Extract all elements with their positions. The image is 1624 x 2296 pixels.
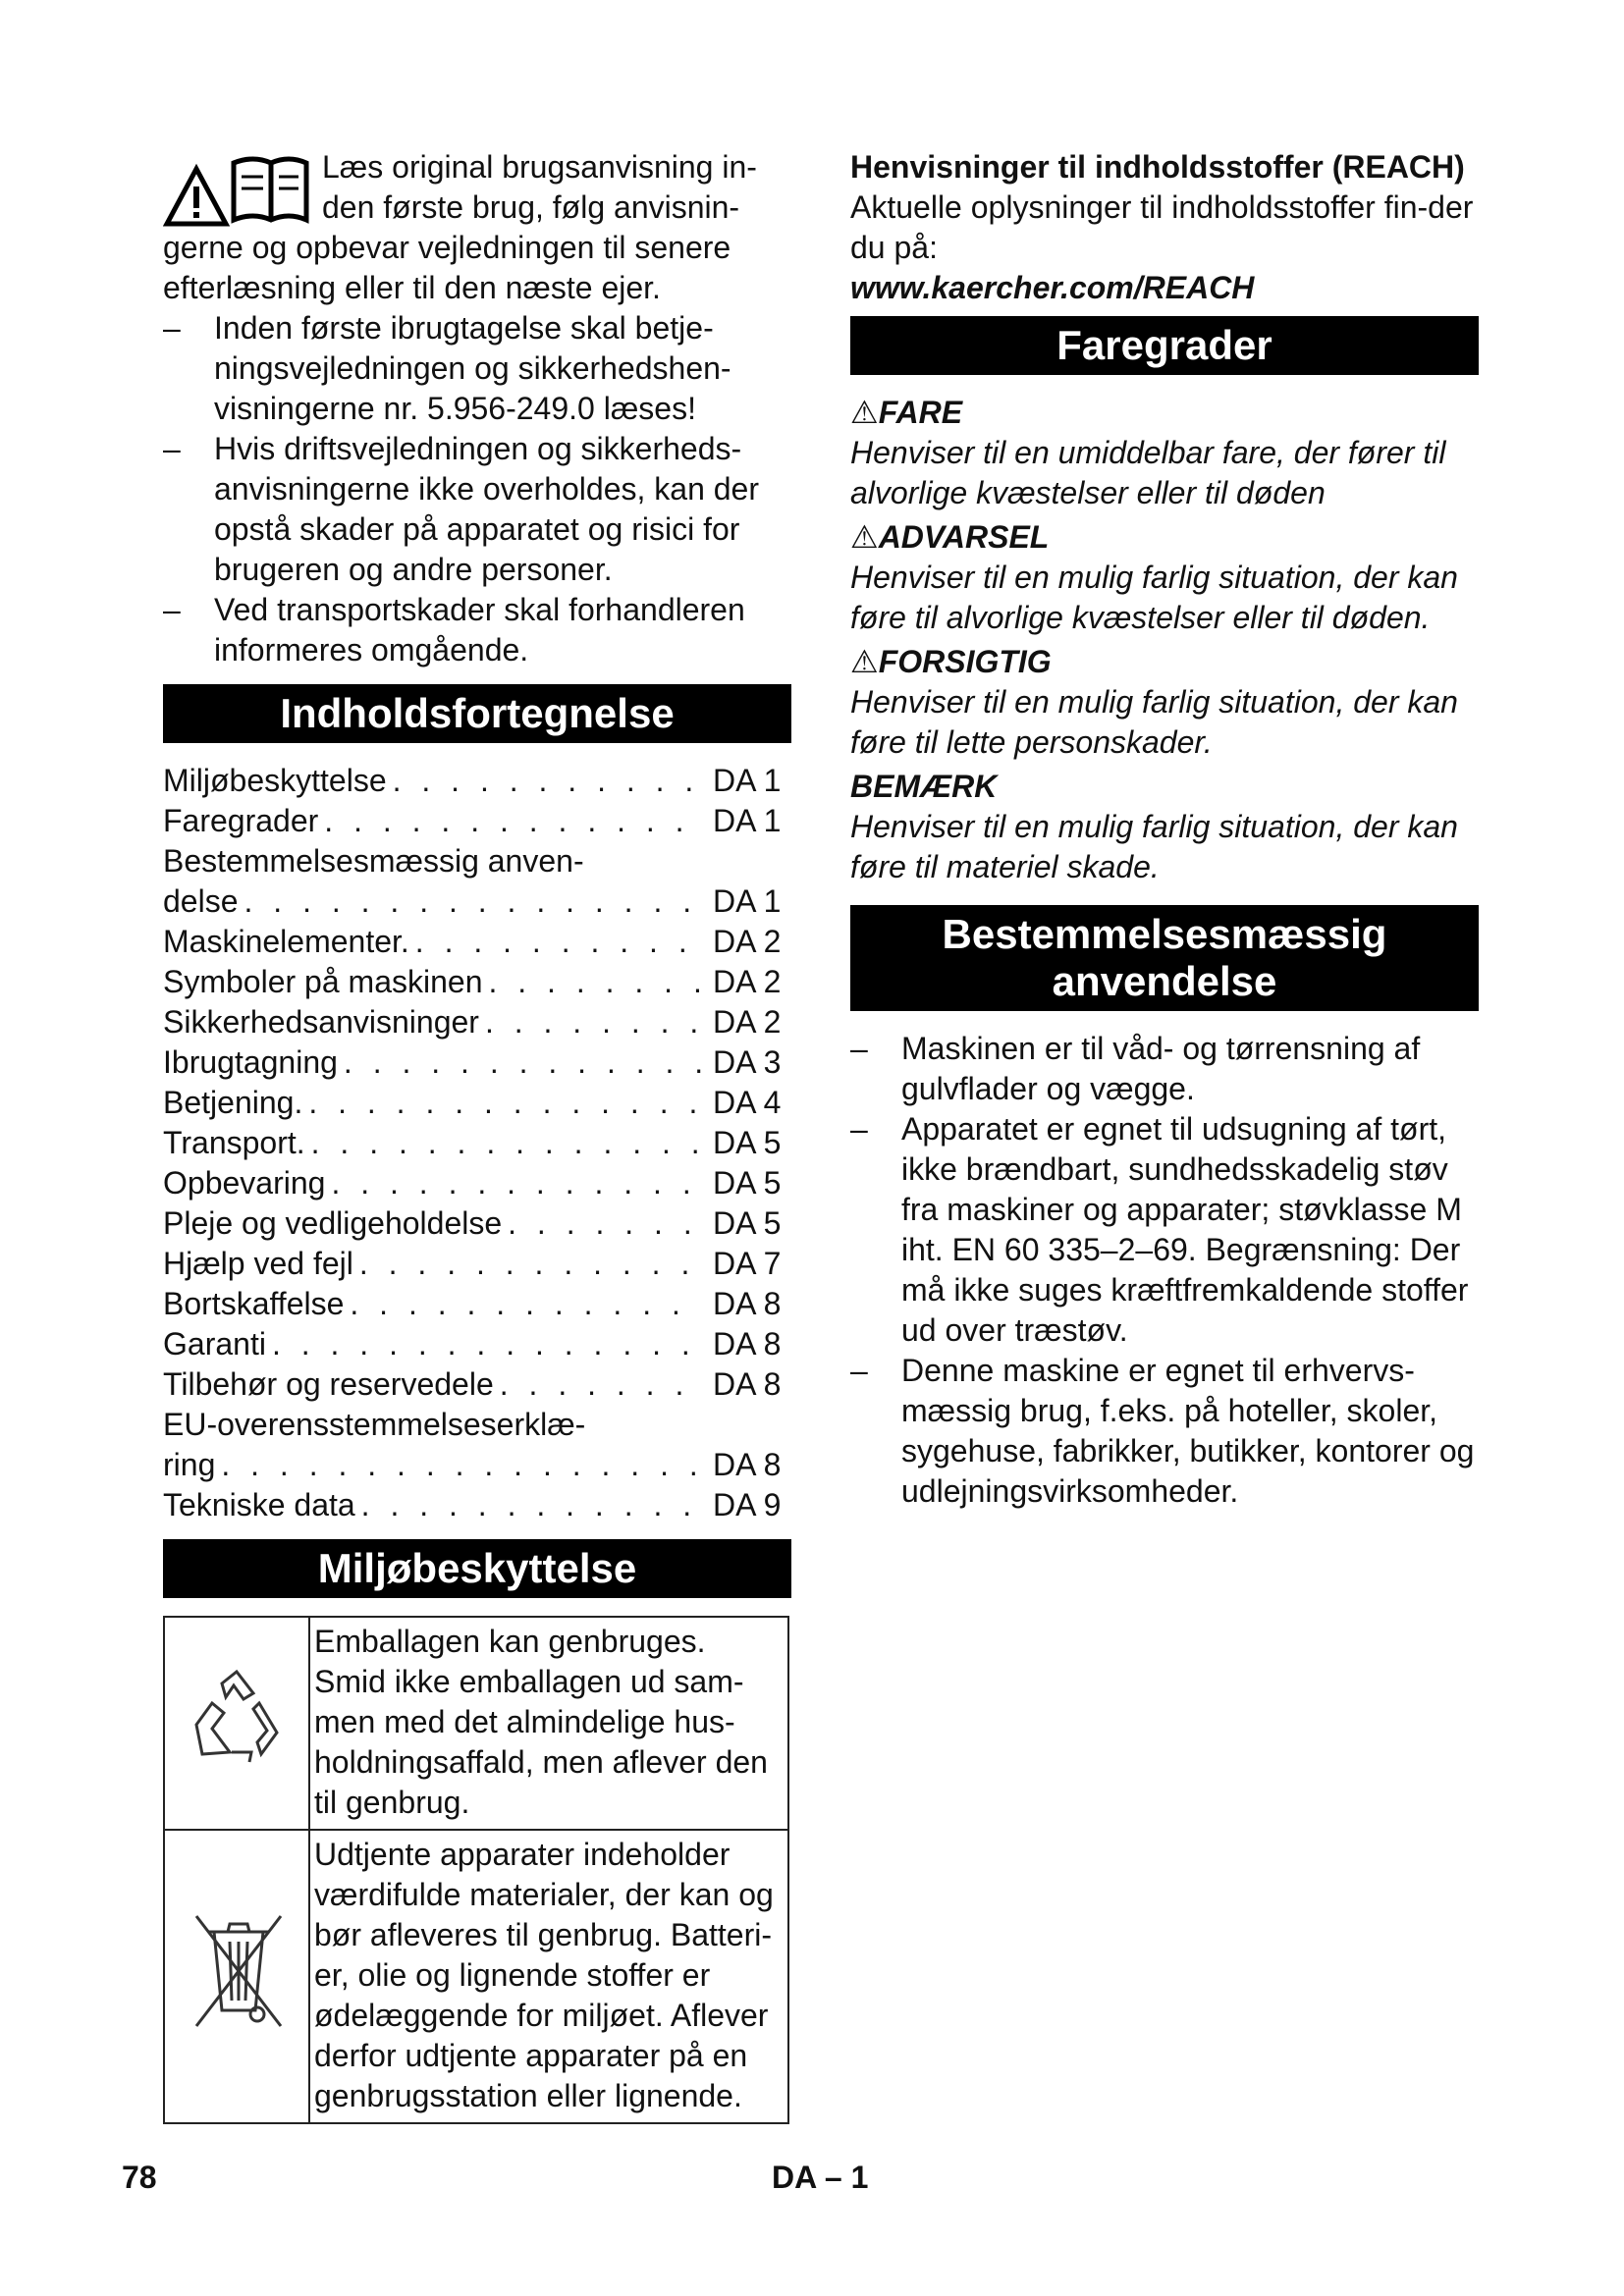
toc-entry[interactable]: Betjening. . . . DA 4 <box>163 1083 791 1123</box>
toc-entry[interactable]: Garanti . . . DA 8 <box>163 1324 791 1364</box>
use-heading: Bestemmelsesmæssig anvendelse <box>850 905 1479 1011</box>
recycle-icon <box>183 1664 291 1772</box>
crossed-bin-icon-cell <box>164 1830 309 2123</box>
toc-entry[interactable]: Hjælp ved fejl . . . DA 7 <box>163 1244 791 1284</box>
list-item: – Denne maskine er egnet til erhvervs-mæssig brug, f.eks. på hoteller, skoler, sygehuse, fabrikker, butikker, kontorer og udlejningsvirksomheder. <box>850 1353 1475 1509</box>
toc-entry[interactable]: Tekniske data . . . DA 9 <box>163 1485 791 1525</box>
toc-entry-break: EU-overensstemmelseserklæ- <box>163 1407 586 1442</box>
toc-entry[interactable]: Ibrugtagning . . . DA 3 <box>163 1042 791 1083</box>
reach-text: Aktuelle oplysninger til indholdsstoffer fin-der du på: <box>850 189 1474 265</box>
warning-triangle-icon: ⚠ <box>850 395 879 430</box>
intro-block <box>163 147 791 670</box>
toc-entry[interactable]: Pleje og vedligeholdelse . . . DA 5 <box>163 1203 791 1244</box>
toc-entry[interactable]: Maskinelementer. . . . DA 2 <box>163 922 791 962</box>
hazard-heading: Faregrader <box>850 316 1479 375</box>
toc-entry[interactable]: ring . . . DA 8 <box>163 1445 791 1485</box>
intro-rest: gerne og opbevar vejledningen til senere efterlæsning eller til den næste ejer. <box>163 230 731 305</box>
hazard-text: Henviser til en mulig farlig situation, der kan føre til lette personskader. <box>850 684 1458 760</box>
list-item: – Apparatet er egnet til udsugning af tørt, ikke brændbart, sundhedsskadelig støv fra maskiner og apparater; støvklasse M iht. EN 60 335–2–69. Begrænsning: Der må ikke suges kræftfremkaldende stoffer ud over træstøv. <box>850 1111 1469 1348</box>
toc-entry[interactable]: Bortskaffelse . . . DA 8 <box>163 1284 791 1324</box>
toc-entry-break: Bestemmelsesmæssig anven- <box>163 843 584 879</box>
list-item: – Inden første ibrugtagelse skal betje-ningsvejledningen og sikkerhedshen-visningerne nr. 5.956-249.0 læses! <box>163 310 731 426</box>
hazard-label: ADVARSEL <box>878 519 1050 555</box>
env-packaging-text: Emballagen kan genbruges. Smid ikke emballagen ud sam-men med det almindelige hus-holdningsaffald, men aflever den til genbrug. <box>309 1617 788 1830</box>
warning-and-manual-icon <box>163 149 310 228</box>
hazard-item <box>850 517 1479 638</box>
env-heading: Miljøbeskyttelse <box>163 1539 791 1598</box>
toc-heading: Indholdsfortegnelse <box>163 684 791 743</box>
table-row <box>164 1617 788 1830</box>
hazard-text: Henviser til en mulig farlig situation, der kan føre til alvorlige kvæstelser eller til døden. <box>850 560 1458 635</box>
hazard-text: Henviser til en mulig farlig situation, der kan føre til materiel skade. <box>850 809 1458 884</box>
toc-entry[interactable]: Opbevaring . . . DA 5 <box>163 1163 791 1203</box>
hazard-label: FARE <box>878 395 963 430</box>
toc-entry[interactable]: Miljøbeskyttelse . . . DA 1 <box>163 761 791 801</box>
table-of-contents <box>163 761 791 1525</box>
crossed-out-bin-icon <box>183 1902 291 2040</box>
hazard-label: FORSIGTIG <box>878 644 1052 679</box>
list-item: – Hvis driftsvejledningen og sikkerheds-anvisningerne ikke overholdes, kan der opstå skader på apparatet og risici for brugeren og andre personer. <box>163 431 759 587</box>
warning-triangle-icon: ⚠ <box>850 519 879 555</box>
table-row <box>164 1830 788 2123</box>
recycle-icon-cell <box>164 1617 309 1830</box>
intro-line-2: den første brug, følg anvisnin- <box>322 189 740 225</box>
left-column <box>163 147 791 2124</box>
page-number: 78 <box>122 2160 157 2195</box>
toc-entry[interactable]: Transport. . . . DA 5 <box>163 1123 791 1163</box>
env-disposal-text: Udtjente apparater indeholder værdifulde materialer, der kan og bør afleveres til genbrug. Batteri-er, olie og lignende stoffer er ødelæggende for miljøet. Aflever derfor udtjente apparater på en genbrugsstation eller lignende. <box>309 1830 788 2123</box>
toc-entry[interactable]: Sikkerhedsanvisninger . . . DA 2 <box>163 1002 791 1042</box>
toc-entry[interactable]: Symboler på maskinen . . . DA 2 <box>163 962 791 1002</box>
toc-entry[interactable]: Tilbehør og reservedele . . . DA 8 <box>163 1364 791 1405</box>
hazard-label: BEMÆRK <box>850 769 998 804</box>
hazard-text: Henviser til en umiddelbar fare, der fører til alvorlige kvæstelser eller til døden <box>850 435 1446 510</box>
intro-line-1: Læs original brugsanvisning in- <box>322 149 757 185</box>
hazard-item <box>850 642 1479 763</box>
list-item: – Maskinen er til våd- og tørrensning af gulvflader og vægge. <box>850 1031 1421 1106</box>
hazard-item <box>850 393 1479 513</box>
list-item: – Ved transportskader skal forhandleren informeres omgående. <box>163 592 745 667</box>
toc-entry[interactable]: delse . . . DA 1 <box>163 881 791 922</box>
toc-entry[interactable]: Faregrader . . . DA 1 <box>163 801 791 841</box>
intro-list <box>163 308 791 670</box>
right-column <box>850 147 1479 1512</box>
use-list <box>850 1029 1479 1512</box>
section-page-label: DA – 1 <box>772 2160 869 2195</box>
warning-triangle-icon: ⚠ <box>850 644 879 679</box>
reach-link[interactable]: www.kaercher.com/REACH <box>850 270 1255 305</box>
reach-heading: Henvisninger til indholdsstoffer (REACH) <box>850 149 1465 185</box>
environment-table <box>163 1616 789 2124</box>
hazard-item <box>850 767 1479 887</box>
